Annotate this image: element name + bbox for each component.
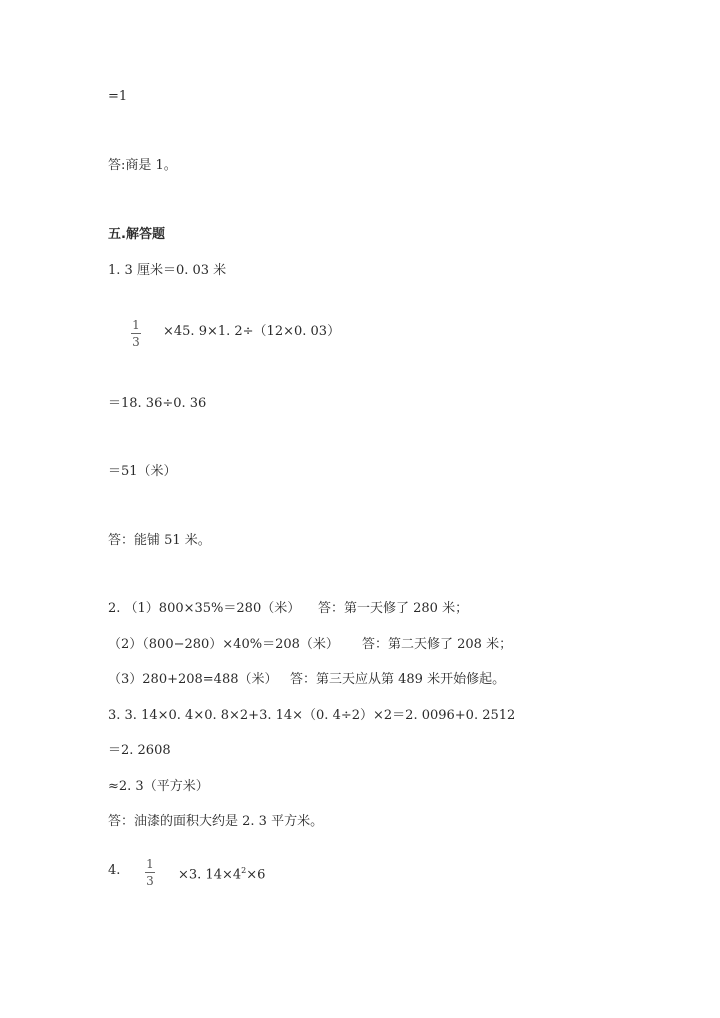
fraction-numerator: 1 xyxy=(146,857,154,871)
problem1-step2: ＝51（米） xyxy=(108,464,177,479)
problem4-expression xyxy=(178,862,265,884)
fraction-one-third xyxy=(131,318,141,349)
problem3-step1: ＝2. 2608 xyxy=(108,743,171,758)
problem1-expression: ×45. 9×1. 2÷（12×0. 03） xyxy=(163,324,341,339)
problem2-part2: （2）（800−280）×40%＝208（米） xyxy=(108,637,339,652)
problem2-part1: 2. （1）800×35%＝280（米） xyxy=(108,601,301,616)
problem1-conversion: 1. 3 厘米＝0. 03 米 xyxy=(108,263,227,278)
problem2-part3-answer: 答：第三天应从第 489 米开始修起。 xyxy=(290,672,506,687)
problem2-part1-answer: 答：第一天修了 280 米； xyxy=(318,601,469,616)
fraction-bar xyxy=(131,333,141,334)
problem2-part2-answer: 答：第二天修了 208 米； xyxy=(362,637,513,652)
fraction-denominator: 3 xyxy=(146,874,154,888)
problem2-part3: （3）280+208=488（米） xyxy=(108,672,278,687)
equation-result: =1 xyxy=(108,89,128,104)
problem3-answer: 答：油漆的面积大约是 2. 3 平方米。 xyxy=(108,814,324,829)
answer-quotient: 答:商是 1。 xyxy=(108,158,177,173)
problem3-expression: 3. 3. 14×0. 4×0. 8×2+3. 14×（0. 4÷2）×2＝2. 0096+0. 2512 xyxy=(108,708,516,723)
section-title: 五.解答题 xyxy=(108,227,165,242)
fraction-numerator: 1 xyxy=(132,318,140,332)
problem4-label: 4. xyxy=(108,863,121,878)
problem4-expression-part-a: ×3. 14×4 xyxy=(178,867,242,883)
fraction-denominator: 3 xyxy=(132,335,140,349)
problem1-step1: ＝18. 36÷0. 36 xyxy=(108,396,207,411)
problem3-step2: ≈2. 3（平方米） xyxy=(108,779,209,794)
problem1-answer: 答：能铺 51 米。 xyxy=(108,533,211,548)
fraction-one-third-2 xyxy=(145,857,155,888)
fraction-bar xyxy=(145,872,155,873)
problem4-expression-part-b: ×6 xyxy=(246,867,266,883)
problem4-exponent: 2 xyxy=(241,866,247,875)
